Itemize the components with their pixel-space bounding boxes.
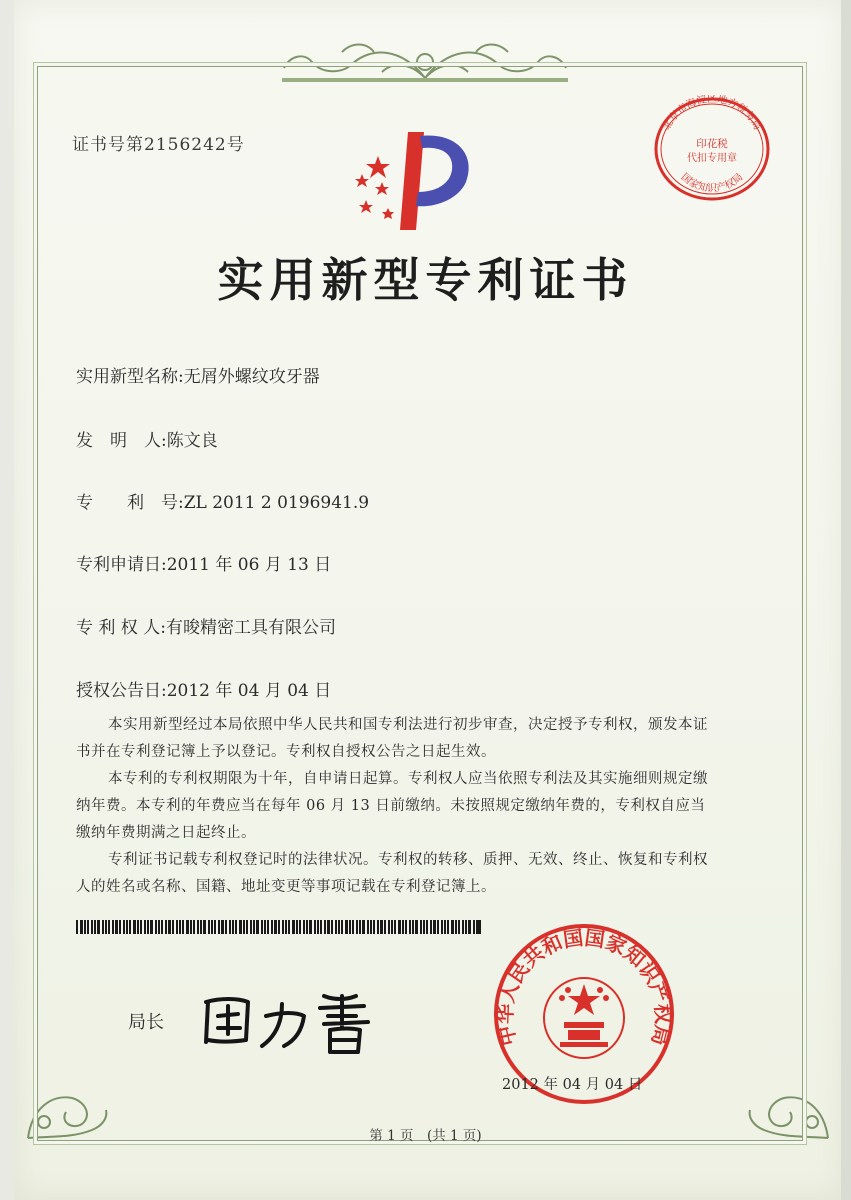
field-label: 实用新型名称: xyxy=(76,367,184,387)
field-value: 陈文良 xyxy=(166,431,218,451)
statement-paragraph: 专利证书记载专利权登记时的法律状况。专利权的转移、质押、无效、终止、恢复和专利权人的姓名或名称、国籍、地址变更等事项记载在专利登记簿上。 xyxy=(76,852,708,895)
statement-paragraph: 本专利的专利权期限为十年，自申请日起算。专利权人应当依照专利法及其实施细则规定缴纳年费。本专利的年费应当在每年 06 月 13 日前缴纳。未按照规定缴纳年费的，专利权自应当缴纳年费期满之日起终止。 xyxy=(76,771,708,841)
page-footer: 第 1 页 (共 1 页) xyxy=(369,1128,482,1144)
field-label: 专 利 权 人: xyxy=(76,618,166,638)
field-value: 有晙精密工具有限公司 xyxy=(165,618,336,638)
field-value: 2011 年 06 月 13 日 xyxy=(166,555,332,575)
field-label: 专利申请日: xyxy=(76,555,167,575)
barcode xyxy=(76,920,481,934)
statement-paragraph: 本实用新型经过本局依照中华人民共和国专利法进行初步审查，决定授予专利权，颁发本证书并在专利登记簿上予以登记。专利权自授权公告之日起生效。 xyxy=(76,717,708,760)
field-grant-date xyxy=(76,676,331,701)
tax-stamp xyxy=(651,95,773,203)
certificate-statement xyxy=(76,712,716,901)
field-patentee xyxy=(76,613,336,638)
page-title: 实用新型专利证书 xyxy=(217,253,634,307)
field-label: 发 明 人: xyxy=(76,431,167,451)
tax-stamp-line2: 代扣专用章 xyxy=(687,153,737,164)
field-application-date xyxy=(76,550,331,575)
director-label: 局长 xyxy=(128,1012,164,1033)
field-patent-number xyxy=(76,488,369,513)
certificate-number: 证书号第2156242号 xyxy=(72,135,245,155)
tax-stamp-outer-text: 北京市海淀区地方税务局 xyxy=(661,95,763,133)
patent-office-logo xyxy=(338,126,478,234)
field-label: 授权公告日: xyxy=(76,681,167,701)
national-emblem-icon xyxy=(544,978,624,1058)
page-edge xyxy=(841,0,851,1200)
field-utility-model-name xyxy=(76,362,320,387)
field-value: ZL 2011 2 0196941.9 xyxy=(183,493,370,513)
field-label: 专 利 号: xyxy=(76,493,184,513)
field-value: 无屑外螺纹攻牙器 xyxy=(183,367,320,387)
tax-stamp-line1: 印花税 xyxy=(696,138,728,150)
field-inventor xyxy=(76,426,218,451)
seal-text: 中华人民共和国国家知识产权局 xyxy=(492,925,676,1049)
field-value: 2012 年 04 月 04 日 xyxy=(166,681,332,701)
issue-date: 2012 年 04 月 04 日 xyxy=(502,1077,643,1093)
tax-stamp-bottom-text: 国家知识产权局 xyxy=(678,171,746,195)
director-signature xyxy=(196,982,386,1060)
